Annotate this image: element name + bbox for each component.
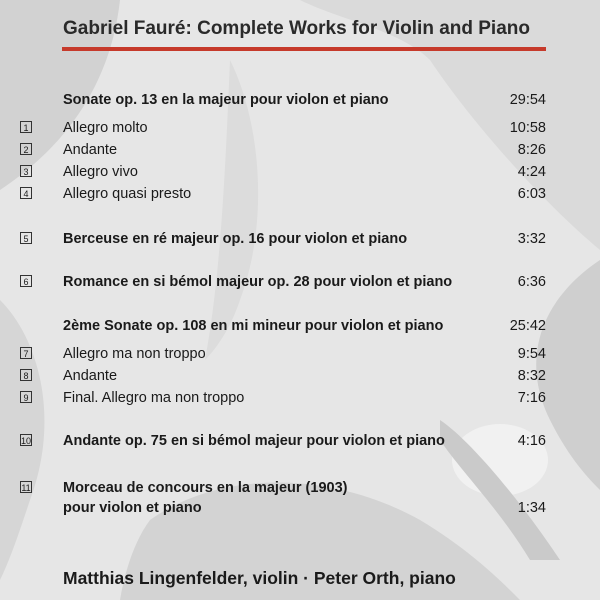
track-number: 8 — [20, 369, 32, 381]
track-list-item — [0, 183, 600, 205]
track-list-item — [0, 139, 600, 161]
track-list-item — [0, 365, 600, 387]
track-list-item — [0, 343, 600, 365]
track-list-item — [0, 387, 600, 409]
track-list-item — [0, 271, 600, 293]
track-duration: 6:03 — [517, 186, 546, 202]
performer-credits: Matthias Lingenfelder, violin · Peter Orth, piano — [63, 568, 456, 588]
track-title: 2ème Sonate op. 108 en mi mineur pour violon et piano — [63, 318, 444, 334]
track-duration: 9:54 — [517, 346, 546, 362]
track-title: Sonate op. 13 en la majeur pour violon et piano — [63, 92, 389, 108]
track-number: 6 — [20, 275, 32, 287]
track-duration: 4:16 — [517, 433, 546, 449]
track-list-item — [0, 161, 600, 183]
track-number: 11 — [21, 483, 31, 493]
track-title: Allegro ma non troppo — [63, 346, 206, 362]
track-number: 7 — [20, 347, 32, 359]
track-list-item — [0, 228, 600, 250]
track-number: 1 — [20, 121, 32, 133]
track-title: Andante — [63, 142, 118, 158]
track-title: Berceuse en ré majeur op. 16 pour violon et piano — [63, 231, 408, 247]
track-list-item — [0, 315, 600, 337]
track-title: Morceau de concours en la majeur (1903) — [63, 480, 348, 496]
track-title: Allegro molto — [63, 120, 148, 136]
track-list-item — [0, 430, 600, 452]
track-title: Allegro vivo — [63, 164, 138, 180]
track-duration: 25:42 — [509, 318, 546, 334]
track-title: Final. Allegro ma non troppo — [63, 390, 245, 406]
track-list-item — [0, 117, 600, 139]
track-number: 9 — [20, 391, 32, 403]
track-title-line2: pour violon et piano — [63, 500, 202, 516]
track-duration: 29:54 — [509, 92, 546, 108]
track-number: 10 — [21, 436, 32, 446]
track-number: 3 — [20, 165, 32, 177]
track-number: 4 — [20, 187, 32, 199]
track-title: Andante op. 75 en si bémol majeur pour violon et piano — [63, 433, 445, 449]
track-duration: 4:24 — [517, 164, 546, 180]
track-title: Romance en si bémol majeur op. 28 pour violon et piano — [63, 274, 453, 290]
track-title: Allegro quasi presto — [63, 186, 192, 202]
track-duration: 1:34 — [517, 500, 546, 516]
track-title: Andante — [63, 368, 118, 384]
track-duration: 3:32 — [517, 231, 546, 247]
track-duration: 6:36 — [517, 274, 546, 290]
track-duration: 8:32 — [517, 368, 546, 384]
track-number: 2 — [20, 143, 32, 155]
track-list-item-continued — [0, 497, 600, 519]
track-duration: 7:16 — [517, 390, 546, 406]
title-divider — [62, 47, 546, 51]
track-list-item — [0, 477, 600, 499]
track-duration: 10:58 — [509, 120, 546, 136]
track-list-item — [0, 89, 600, 111]
page-title: Gabriel Fauré: Complete Works for Violin and Piano — [63, 18, 530, 39]
track-duration: 8:26 — [517, 142, 546, 158]
track-number: 5 — [20, 232, 32, 244]
